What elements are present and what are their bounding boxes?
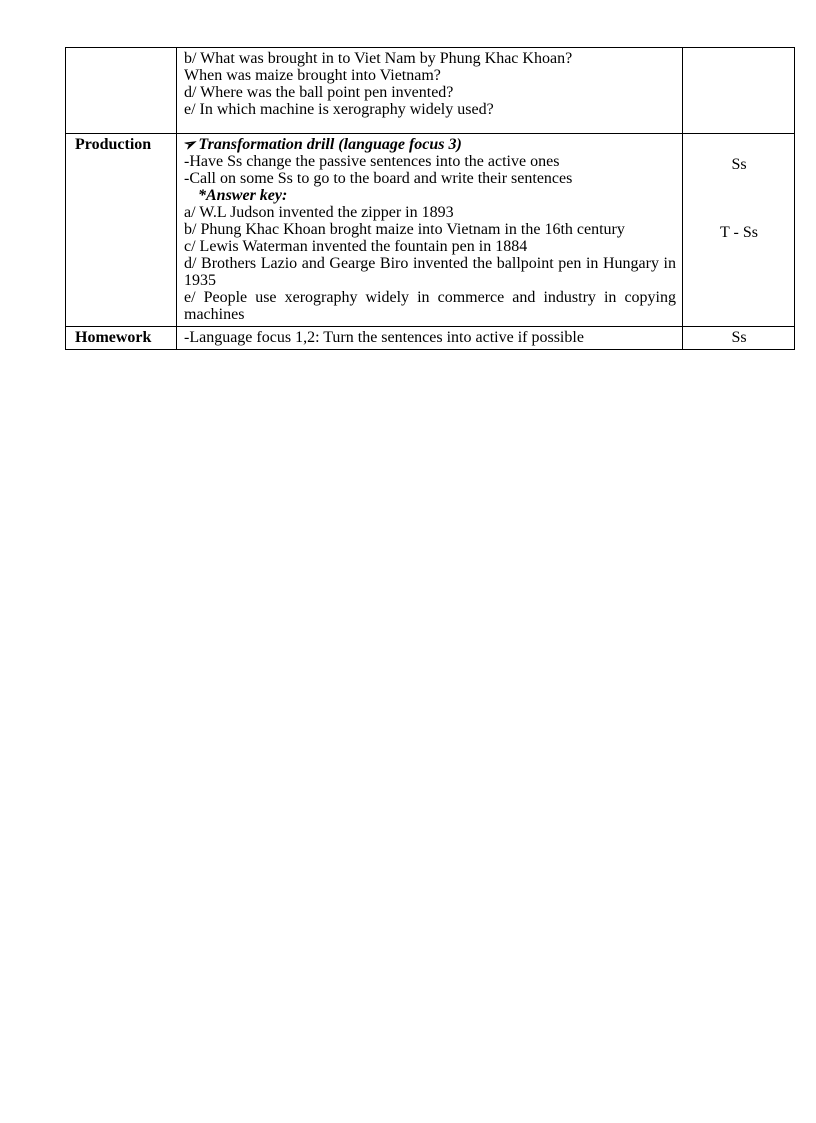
answer-e: e/ People use xerography widely in commerce and industry in copying machines: [184, 289, 676, 323]
stage-cell: Production: [66, 134, 177, 327]
interaction-ss: Ss: [731, 156, 747, 173]
content-cell: [177, 134, 683, 327]
stage-cell: [66, 48, 177, 134]
arrow-bullet-icon: ➢: [181, 133, 201, 156]
interaction-t-ss: T - Ss: [720, 224, 758, 241]
answer-c: c/ Lewis Waterman invented the fountain pen in 1884: [184, 238, 528, 255]
instruction-1: -Have Ss change the passive sentences into the active ones: [184, 153, 560, 170]
content-cell: [177, 327, 683, 350]
content-cell: [177, 48, 683, 134]
lesson-plan-table: [65, 47, 795, 350]
interaction-cell: [683, 327, 795, 350]
stage-cell: Homework: [66, 327, 177, 350]
question-c: When was maize brought into Vietnam?: [184, 67, 441, 84]
answer-a: a/ W.L Judson invented the zipper in 1893: [184, 204, 454, 221]
answer-key-label: *Answer key:: [198, 187, 288, 204]
activity-heading: [181, 133, 676, 156]
instruction-2: -Call on some Ss to go to the board and write their sentences: [184, 170, 573, 187]
question-b: b/ What was brought in to Viet Nam by Phung Khac Khoan?: [184, 50, 573, 67]
activity-heading-text: Transformation drill (language focus 3): [198, 136, 462, 153]
interaction-ss: Ss: [731, 329, 747, 346]
table-row: [66, 48, 795, 134]
interaction-cell: [683, 48, 795, 134]
homework-text: -Language focus 1,2: Turn the sentences into active if possible: [184, 329, 584, 346]
answer-b: b/ Phung Khac Khoan broght maize into Vietnam in the 16th century: [184, 221, 625, 238]
question-e: e/ In which machine is xerography widely used?: [184, 101, 494, 118]
table-row: [66, 327, 795, 350]
question-d: d/ Where was the ball point pen invented?: [184, 84, 454, 101]
table-row: [66, 134, 795, 327]
answer-d: d/ Brothers Lazio and Gearge Biro invented the ballpoint pen in Hungary in 1935: [184, 255, 676, 289]
interaction-cell: [683, 134, 795, 327]
